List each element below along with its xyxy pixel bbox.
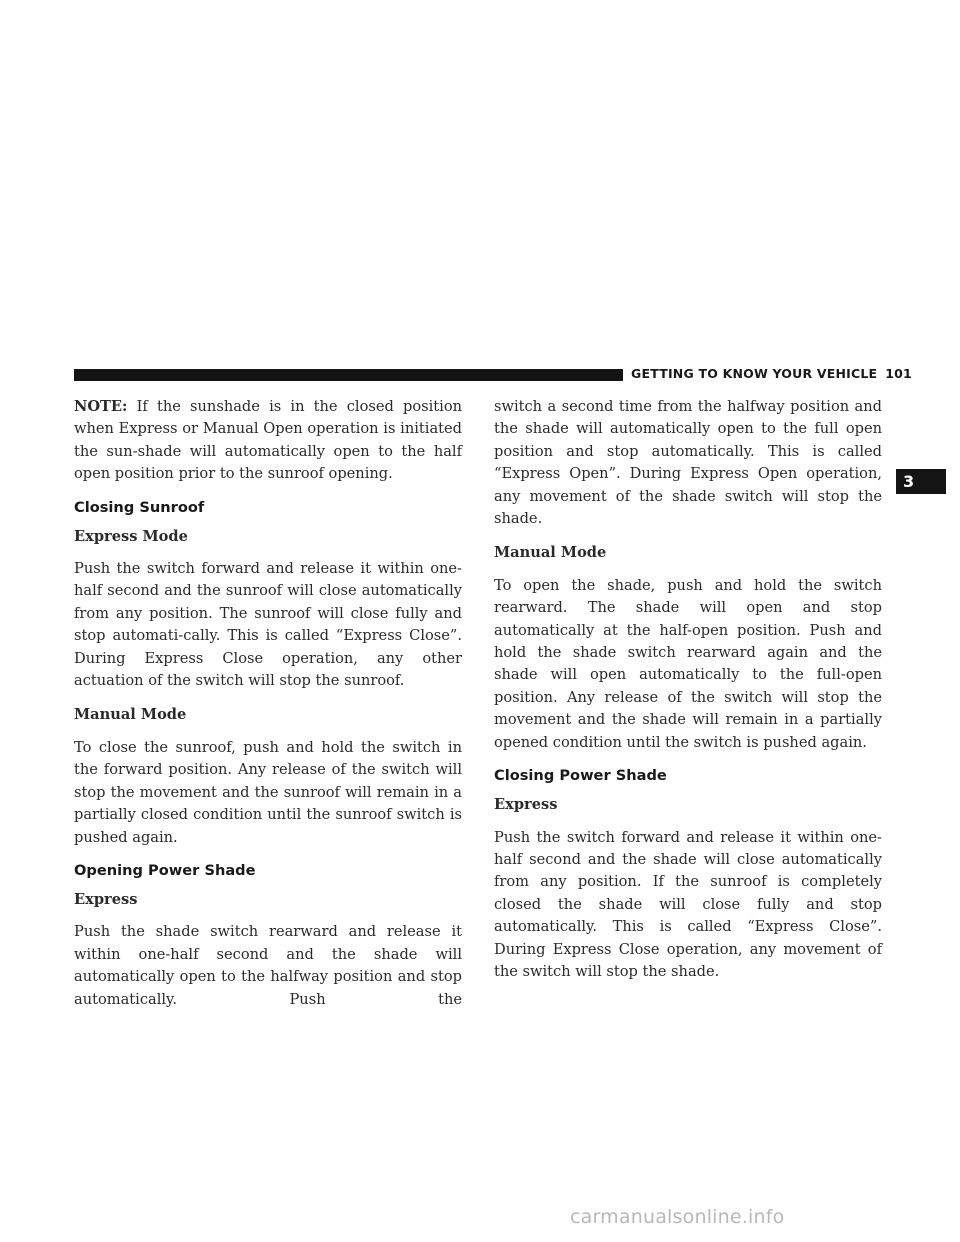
note-label: NOTE: <box>74 398 128 415</box>
heading-closing-sunroof: Closing Sunroof <box>74 498 205 516</box>
paragraph-manual-close: To close the sunroof, push and hold the switch in the forward position. Any release of the switch will stop the movement and the sunroof will remain in a partially closed condition until the sunroof switch is pushed again. <box>74 738 462 846</box>
paragraph-express-open-continued: switch a second time from the halfway position and the shade will automatically open to the full open position and stop automatically. This is called “Express Open”. During Express Open operation, any movement of the shade switch will stop the shade. <box>494 398 882 528</box>
subheading-manual-mode-shade: Manual Mode <box>494 544 607 562</box>
subheading-express-close-shade: Express <box>494 796 558 814</box>
subheading-manual-mode: Manual Mode <box>74 706 187 724</box>
running-head <box>631 366 912 381</box>
page-number: 101 <box>885 366 912 381</box>
subheading-express-mode: Express Mode <box>74 527 188 545</box>
paragraph-express-close-shade: Push the switch forward and release it within one-half second and the shade will close automatically from any position. If the sunroof is completely closed the shade will close fully and stop automatically. This is called “Express Close”. During Express Close operation, any movement of the switch will stop the shade. <box>494 828 882 980</box>
watermark-text: carmanualsonline.info <box>570 1206 785 1228</box>
heading-closing-power-shade: Closing Power Shade <box>494 767 667 785</box>
header-rule-bar <box>74 369 623 381</box>
subheading-express: Express <box>74 890 138 908</box>
note-paragraph <box>74 396 462 486</box>
chapter-tab[interactable]: 3 <box>896 469 946 494</box>
paragraph-manual-open-shade: To open the shade, push and hold the switch rearward. The shade will open and stop automatically at the half-open position. Push and hold the shade switch rearward again and the shade will open automatically to the full-open position. Any release of the switch will stop the movement and the shade will remain in a partially opened condition until the switch is pushed again. <box>494 576 882 751</box>
right-column <box>494 396 882 995</box>
section-title: GETTING TO KNOW YOUR VEHICLE <box>631 366 878 381</box>
paragraph-express-open-start: Push the shade switch rearward and release it within one-half second and the shade will automatically open to the halfway position and stop automatically. Push the <box>74 923 462 1008</box>
note-text: If the sunshade is in the closed position when Express or Manual Open operation is initiated the sun-shade will automatically open to the half open position prior to the sunroof opening. <box>74 398 462 483</box>
paragraph-express-close: Push the switch forward and release it within one-half second and the sunroof will close automatically from any position. The sunroof will close fully and stop automati-cally. This is called “Express Close”. During Express Close operation, any other actuation of the switch will stop the sunroof. <box>74 560 462 690</box>
heading-opening-power-shade: Opening Power Shade <box>74 861 256 879</box>
left-column <box>74 396 462 1023</box>
